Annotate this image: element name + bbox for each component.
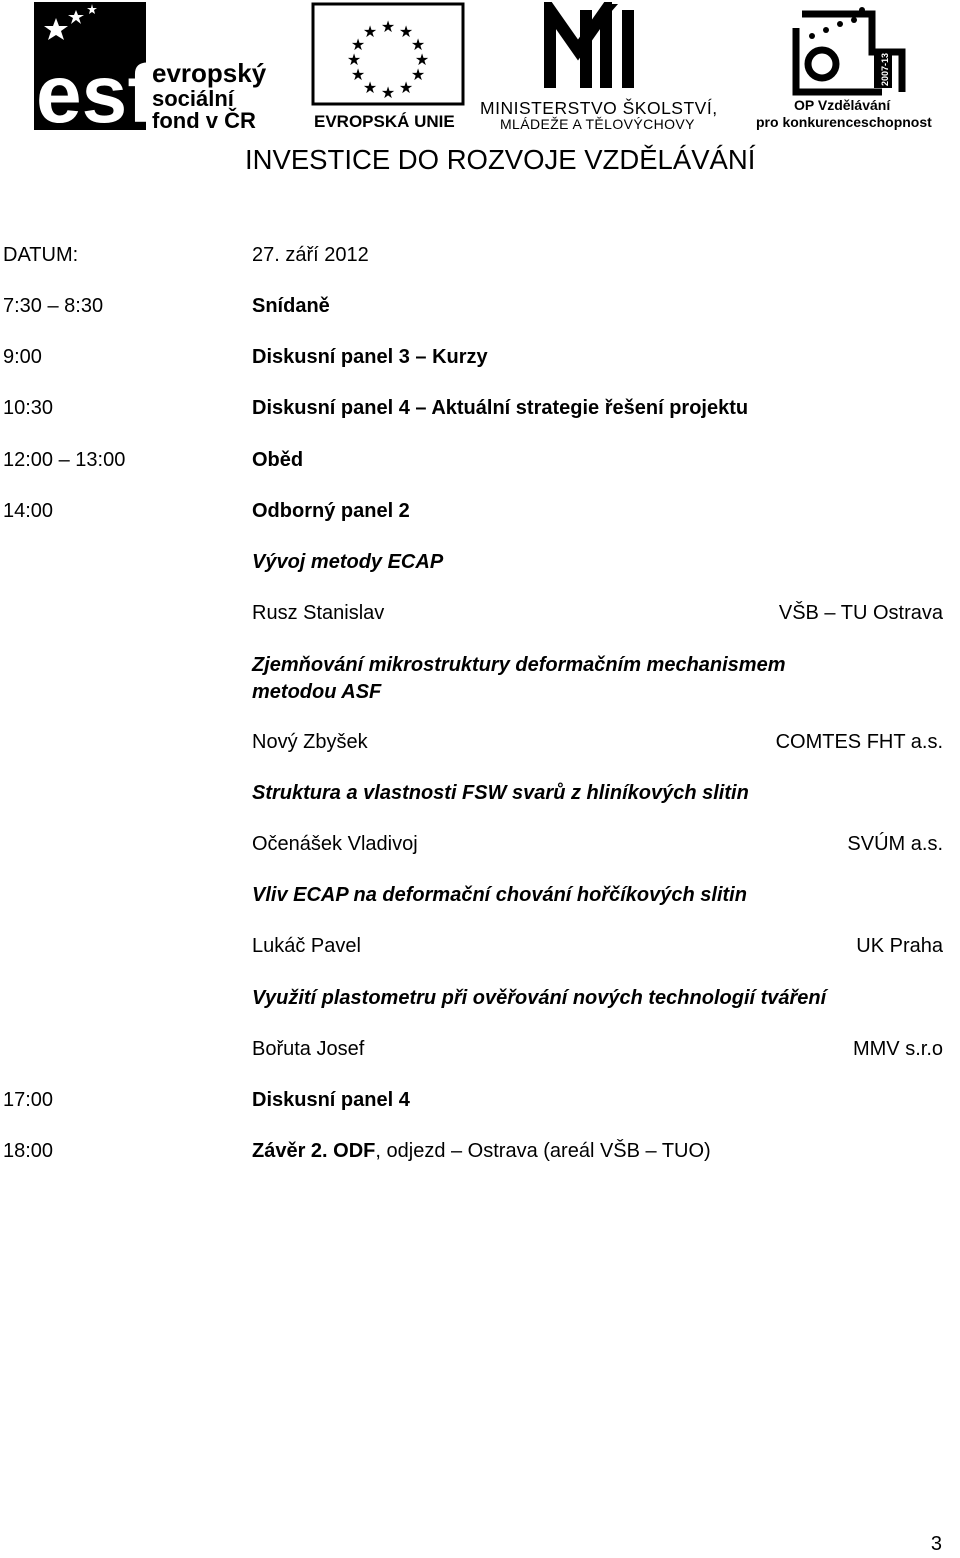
eu-flag-logo (310, 2, 470, 130)
msmt-line2: MLÁDEŽE A TĚLOVÝCHOVY (500, 116, 695, 130)
op-line1: OP Vzdělávání (794, 97, 891, 113)
item-lunch: Oběd (252, 449, 304, 471)
item-expert-panel: Odborný panel 2 (252, 500, 410, 522)
svg-text:★: ★ (414, 52, 430, 69)
svg-text:★: ★ (362, 24, 378, 41)
time-panel4: 10:30 (3, 397, 54, 419)
talk-title-line2: metodou ASF (252, 681, 382, 703)
time-lunch: 12:00 – 13:00 (3, 449, 126, 471)
item-closing (252, 1139, 711, 1163)
talk-speaker: Nový Zbyšek (252, 731, 368, 753)
closing-bold: Závěr 2. ODF (252, 1140, 376, 1162)
page-number: 3 (930, 1533, 942, 1555)
svg-text:★: ★ (350, 37, 366, 54)
talk-title: Využití plastometru při ověřování nových technologií tváření (252, 987, 827, 1009)
closing-rest: , odjezd – Ostrava (areál VŠB – TUO) (375, 1140, 711, 1162)
talk-speaker: Rusz Stanislav (252, 602, 385, 624)
talk-org: VŠB – TU Ostrava (778, 602, 943, 624)
talk-speaker: Bořuta Josef (252, 1038, 365, 1060)
item-panel4: Diskusní panel 4 – Aktuální strategie řešení projektu (252, 397, 749, 419)
svg-text:★: ★ (410, 67, 426, 84)
talk-org: MMV s.r.o (852, 1038, 943, 1060)
talk-org: COMTES FHT a.s. (775, 731, 943, 753)
esf-line3: fond v ČR (152, 108, 256, 130)
msmt-line1: MINISTERSTVO ŠKOLSTVÍ, (480, 98, 718, 118)
time-closing: 18:00 (3, 1140, 54, 1162)
item-panel4-evening: Diskusní panel 4 (252, 1089, 410, 1111)
op-line2: pro konkurenceschopnost (756, 114, 932, 130)
time-panel4-evening: 17:00 (3, 1089, 54, 1111)
date-label: DATUM: (3, 244, 79, 266)
tagline: INVESTICE DO ROZVOJE VZDĚLÁVÁNÍ (245, 144, 756, 175)
talk-org: SVÚM a.s. (847, 833, 943, 855)
time-expert-panel: 14:00 (3, 500, 54, 522)
msmt-logo (478, 2, 748, 130)
talk-org: UK Praha (856, 935, 943, 957)
eu-label: EVROPSKÁ UNIE (314, 112, 455, 130)
talk-speaker: Očenášek Vladivoj (252, 833, 418, 855)
svg-text:★: ★ (380, 19, 396, 36)
op-vzdelavani-logo (752, 2, 958, 130)
op-years: 2007-13 (880, 52, 890, 86)
svg-text:★: ★ (346, 52, 362, 69)
talk-speaker: Lukáč Pavel (252, 935, 361, 957)
time-panel3: 9:00 (3, 346, 42, 368)
svg-text:★: ★ (398, 80, 414, 97)
svg-text:★: ★ (398, 24, 414, 41)
svg-text:★: ★ (350, 67, 366, 84)
esf-letters: esf (36, 49, 155, 130)
time-breakfast: 7:30 – 8:30 (3, 295, 104, 317)
esf-logo (34, 2, 304, 130)
item-breakfast: Snídaně (252, 295, 330, 317)
talk-title: Struktura a vlastnosti FSW svarů z hliníkových slitin (252, 782, 749, 804)
item-panel3: Diskusní panel 3 – Kurzy (252, 346, 488, 368)
logo-header (0, 0, 960, 185)
talk-title: Zjemňování mikrostruktury deformačním mechanismem (252, 654, 786, 676)
esf-line2: sociální (152, 86, 234, 111)
svg-text:★: ★ (380, 85, 396, 102)
talk-title: Vliv ECAP na deformační chování hořčíkových slitin (252, 884, 747, 906)
esf-line1: evropský (152, 58, 267, 88)
talk-title: Vývoj metody ECAP (252, 551, 444, 573)
svg-text:★: ★ (362, 80, 378, 97)
date-value: 27. září 2012 (252, 244, 369, 266)
svg-text:★: ★ (410, 37, 426, 54)
